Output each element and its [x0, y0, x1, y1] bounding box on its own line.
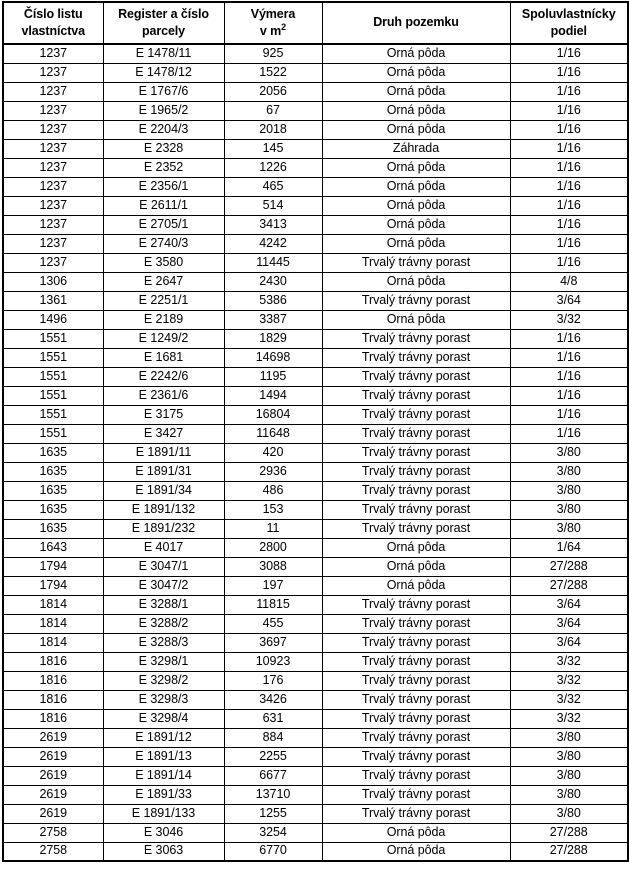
cell-lv: 2758	[3, 842, 103, 861]
cell-share: 1/16	[510, 386, 628, 405]
cell-share: 1/16	[510, 120, 628, 139]
cell-share: 4/8	[510, 272, 628, 291]
cell-kind: Trvalý trávny porast	[322, 405, 510, 424]
cell-kind: Orná pôda	[322, 196, 510, 215]
cell-kind: Orná pôda	[322, 63, 510, 82]
cell-parcel: E 1891/14	[103, 766, 224, 785]
cell-kind: Orná pôda	[322, 272, 510, 291]
cell-lv: 1635	[3, 481, 103, 500]
cell-lv: 1361	[3, 291, 103, 310]
cell-area: 197	[224, 576, 322, 595]
cell-parcel: E 3298/4	[103, 709, 224, 728]
table-row	[3, 804, 628, 823]
cell-parcel: E 1965/2	[103, 101, 224, 120]
cell-parcel: E 3288/1	[103, 595, 224, 614]
column-header-parcel	[103, 2, 224, 44]
table-row	[3, 424, 628, 443]
cell-parcel: E 4017	[103, 538, 224, 557]
cell-kind: Trvalý trávny porast	[322, 690, 510, 709]
table-row	[3, 329, 628, 348]
cell-share: 27/288	[510, 842, 628, 861]
cell-area: 11	[224, 519, 322, 538]
table-row	[3, 690, 628, 709]
cell-parcel: E 1767/6	[103, 82, 224, 101]
table-body	[3, 44, 628, 861]
cell-lv: 1814	[3, 633, 103, 652]
table-row	[3, 766, 628, 785]
table-row	[3, 386, 628, 405]
cell-area: 4242	[224, 234, 322, 253]
cell-share: 3/80	[510, 443, 628, 462]
cell-lv: 1635	[3, 462, 103, 481]
table-row	[3, 728, 628, 747]
cell-area: 6677	[224, 766, 322, 785]
cell-share: 3/64	[510, 614, 628, 633]
cell-lv: 1237	[3, 120, 103, 139]
cell-kind: Orná pôda	[322, 557, 510, 576]
table-row	[3, 595, 628, 614]
cell-lv: 1237	[3, 196, 103, 215]
cell-kind: Orná pôda	[322, 82, 510, 101]
cell-area: 465	[224, 177, 322, 196]
cell-parcel: E 1891/34	[103, 481, 224, 500]
cell-kind: Trvalý trávny porast	[322, 253, 510, 272]
cell-lv: 1237	[3, 158, 103, 177]
cell-area: 3697	[224, 633, 322, 652]
cell-area: 16804	[224, 405, 322, 424]
cell-share: 1/16	[510, 101, 628, 120]
cell-share: 1/16	[510, 196, 628, 215]
cell-lv: 1635	[3, 443, 103, 462]
cell-share: 3/80	[510, 785, 628, 804]
cell-area: 6770	[224, 842, 322, 861]
cell-parcel: E 1478/12	[103, 63, 224, 82]
cell-kind: Trvalý trávny porast	[322, 386, 510, 405]
cell-lv: 1237	[3, 139, 103, 158]
cell-lv: 1816	[3, 671, 103, 690]
cell-lv: 1496	[3, 310, 103, 329]
cell-kind: Orná pôda	[322, 234, 510, 253]
column-header-area-line2	[227, 23, 320, 40]
cell-kind: Orná pôda	[322, 101, 510, 120]
cell-lv: 2619	[3, 785, 103, 804]
cell-area: 2430	[224, 272, 322, 291]
table-row	[3, 348, 628, 367]
cell-lv: 1237	[3, 63, 103, 82]
cell-lv: 1306	[3, 272, 103, 291]
table-row	[3, 44, 628, 63]
cell-share: 1/16	[510, 63, 628, 82]
cell-parcel: E 3288/2	[103, 614, 224, 633]
cell-kind: Trvalý trávny porast	[322, 804, 510, 823]
cell-lv: 1816	[3, 690, 103, 709]
cell-parcel: E 2611/1	[103, 196, 224, 215]
cell-share: 1/16	[510, 215, 628, 234]
cell-share: 1/16	[510, 329, 628, 348]
cell-parcel: E 3298/3	[103, 690, 224, 709]
table-row	[3, 196, 628, 215]
table-row	[3, 139, 628, 158]
cell-parcel: E 1249/2	[103, 329, 224, 348]
cell-parcel: E 2361/6	[103, 386, 224, 405]
cell-lv: 1816	[3, 652, 103, 671]
cell-parcel: E 1891/31	[103, 462, 224, 481]
cell-parcel: E 3298/1	[103, 652, 224, 671]
cell-kind: Trvalý trávny porast	[322, 367, 510, 386]
cell-parcel: E 3047/2	[103, 576, 224, 595]
header-row	[3, 2, 628, 44]
cell-parcel: E 3580	[103, 253, 224, 272]
cell-share: 3/64	[510, 291, 628, 310]
cell-parcel: E 2356/1	[103, 177, 224, 196]
cell-parcel: E 2352	[103, 158, 224, 177]
table-row	[3, 272, 628, 291]
cell-lv: 1551	[3, 329, 103, 348]
cell-parcel: E 3175	[103, 405, 224, 424]
table-row	[3, 253, 628, 272]
cell-share: 27/288	[510, 557, 628, 576]
cell-kind: Orná pôda	[322, 120, 510, 139]
cell-area: 11445	[224, 253, 322, 272]
cell-share: 27/288	[510, 576, 628, 595]
cell-parcel: E 3288/3	[103, 633, 224, 652]
cell-share: 1/64	[510, 538, 628, 557]
table-row	[3, 310, 628, 329]
table-row	[3, 443, 628, 462]
cell-area: 10923	[224, 652, 322, 671]
cell-kind: Trvalý trávny porast	[322, 633, 510, 652]
cell-share: 3/32	[510, 652, 628, 671]
column-header-kind-line1: Druh pozemku	[373, 15, 459, 30]
cell-area: 5386	[224, 291, 322, 310]
parcel-table	[2, 1, 629, 862]
cell-area: 925	[224, 44, 322, 63]
table-row	[3, 671, 628, 690]
cell-kind: Orná pôda	[322, 310, 510, 329]
cell-parcel: E 1891/11	[103, 443, 224, 462]
column-header-area-line1: Výmera	[250, 7, 296, 21]
column-header-lv	[3, 2, 103, 44]
cell-kind: Trvalý trávny porast	[322, 652, 510, 671]
cell-lv: 2619	[3, 766, 103, 785]
table-row	[3, 63, 628, 82]
column-header-area	[224, 2, 322, 44]
cell-lv: 1237	[3, 253, 103, 272]
cell-kind: Trvalý trávny porast	[322, 785, 510, 804]
cell-kind: Trvalý trávny porast	[322, 728, 510, 747]
cell-kind: Trvalý trávny porast	[322, 614, 510, 633]
table-row	[3, 120, 628, 139]
cell-kind: Trvalý trávny porast	[322, 348, 510, 367]
cell-area: 420	[224, 443, 322, 462]
cell-lv: 1237	[3, 101, 103, 120]
table-row	[3, 557, 628, 576]
cell-area: 486	[224, 481, 322, 500]
column-header-parcel-line2: parcely	[141, 23, 186, 38]
cell-kind: Trvalý trávny porast	[322, 462, 510, 481]
table-row	[3, 177, 628, 196]
cell-lv: 1635	[3, 519, 103, 538]
table-row	[3, 462, 628, 481]
cell-share: 3/32	[510, 671, 628, 690]
cell-parcel: E 2189	[103, 310, 224, 329]
cell-lv: 1551	[3, 405, 103, 424]
cell-share: 3/80	[510, 481, 628, 500]
table-row	[3, 652, 628, 671]
cell-kind: Orná pôda	[322, 177, 510, 196]
column-header-area-superscript: 2	[281, 21, 287, 32]
cell-area: 3413	[224, 215, 322, 234]
cell-kind: Orná pôda	[322, 44, 510, 63]
table-row	[3, 158, 628, 177]
cell-share: 3/32	[510, 310, 628, 329]
cell-kind: Trvalý trávny porast	[322, 443, 510, 462]
cell-lv: 1814	[3, 614, 103, 633]
cell-area: 1255	[224, 804, 322, 823]
cell-lv: 1237	[3, 215, 103, 234]
cell-parcel: E 2647	[103, 272, 224, 291]
table-row	[3, 291, 628, 310]
cell-parcel: E 1891/133	[103, 804, 224, 823]
table-row	[3, 481, 628, 500]
table-row	[3, 367, 628, 386]
cell-area: 145	[224, 139, 322, 158]
cell-parcel: E 1891/12	[103, 728, 224, 747]
cell-kind: Záhrada	[322, 139, 510, 158]
cell-parcel: E 2242/6	[103, 367, 224, 386]
column-header-kind	[322, 2, 510, 44]
cell-share: 3/32	[510, 709, 628, 728]
cell-area: 13710	[224, 785, 322, 804]
cell-share: 3/80	[510, 500, 628, 519]
table-row	[3, 405, 628, 424]
cell-parcel: E 1478/11	[103, 44, 224, 63]
cell-share: 3/32	[510, 690, 628, 709]
cell-share: 1/16	[510, 405, 628, 424]
cell-area: 11648	[224, 424, 322, 443]
cell-kind: Trvalý trávny porast	[322, 766, 510, 785]
table-row	[3, 519, 628, 538]
cell-kind: Orná pôda	[322, 215, 510, 234]
cell-area: 2800	[224, 538, 322, 557]
cell-parcel: E 3047/1	[103, 557, 224, 576]
cell-area: 3426	[224, 690, 322, 709]
cell-kind: Trvalý trávny porast	[322, 481, 510, 500]
table-row	[3, 823, 628, 842]
cell-share: 1/16	[510, 139, 628, 158]
table-row	[3, 500, 628, 519]
cell-kind: Trvalý trávny porast	[322, 519, 510, 538]
cell-parcel: E 1891/132	[103, 500, 224, 519]
table-row	[3, 215, 628, 234]
cell-lv: 2758	[3, 823, 103, 842]
cell-kind: Trvalý trávny porast	[322, 671, 510, 690]
table-row	[3, 538, 628, 557]
cell-parcel: E 3046	[103, 823, 224, 842]
cell-share: 1/16	[510, 177, 628, 196]
cell-area: 1494	[224, 386, 322, 405]
cell-area: 176	[224, 671, 322, 690]
cell-kind: Trvalý trávny porast	[322, 329, 510, 348]
cell-lv: 1794	[3, 557, 103, 576]
cell-share: 3/80	[510, 462, 628, 481]
cell-lv: 1237	[3, 234, 103, 253]
cell-parcel: E 2740/3	[103, 234, 224, 253]
cell-kind: Orná pôda	[322, 823, 510, 842]
cell-kind: Trvalý trávny porast	[322, 747, 510, 766]
table-row	[3, 747, 628, 766]
table-header	[3, 2, 628, 44]
cell-share: 3/80	[510, 519, 628, 538]
cell-parcel: E 3298/2	[103, 671, 224, 690]
column-header-lv-line1: Číslo listu	[23, 7, 83, 21]
cell-lv: 1237	[3, 177, 103, 196]
cell-lv: 2619	[3, 747, 103, 766]
cell-share: 3/80	[510, 804, 628, 823]
table-row	[3, 576, 628, 595]
cell-area: 153	[224, 500, 322, 519]
cell-area: 67	[224, 101, 322, 120]
cell-parcel: E 2251/1	[103, 291, 224, 310]
cell-area: 1195	[224, 367, 322, 386]
column-header-parcel-line1: Register a číslo	[118, 7, 209, 21]
cell-area: 455	[224, 614, 322, 633]
cell-area: 2936	[224, 462, 322, 481]
cell-lv: 2619	[3, 804, 103, 823]
cell-parcel: E 1891/33	[103, 785, 224, 804]
cell-lv: 1816	[3, 709, 103, 728]
cell-parcel: E 3427	[103, 424, 224, 443]
cell-area: 1829	[224, 329, 322, 348]
cell-lv: 1814	[3, 595, 103, 614]
column-header-share-line1: Spoluvlastnícky	[521, 7, 616, 21]
cell-share: 27/288	[510, 823, 628, 842]
cell-lv: 1635	[3, 500, 103, 519]
table-row	[3, 709, 628, 728]
table-row	[3, 234, 628, 253]
table-row	[3, 785, 628, 804]
cell-share: 1/16	[510, 82, 628, 101]
cell-lv: 1551	[3, 424, 103, 443]
cell-kind: Orná pôda	[322, 538, 510, 557]
cell-area: 14698	[224, 348, 322, 367]
cell-share: 1/16	[510, 253, 628, 272]
cell-parcel: E 2204/3	[103, 120, 224, 139]
cell-share: 3/80	[510, 728, 628, 747]
cell-kind: Trvalý trávny porast	[322, 500, 510, 519]
cell-area: 884	[224, 728, 322, 747]
cell-lv: 1237	[3, 82, 103, 101]
cell-parcel: E 1891/232	[103, 519, 224, 538]
cell-lv: 1794	[3, 576, 103, 595]
cell-area: 2255	[224, 747, 322, 766]
cell-lv: 1551	[3, 386, 103, 405]
cell-share: 3/64	[510, 633, 628, 652]
cell-parcel: E 2328	[103, 139, 224, 158]
table-row	[3, 614, 628, 633]
cell-share: 1/16	[510, 158, 628, 177]
cell-share: 1/16	[510, 348, 628, 367]
cell-kind: Trvalý trávny porast	[322, 595, 510, 614]
cell-area: 1226	[224, 158, 322, 177]
cell-kind: Trvalý trávny porast	[322, 291, 510, 310]
cell-area: 3088	[224, 557, 322, 576]
column-header-area-unit: v m	[259, 23, 282, 38]
cell-lv: 1643	[3, 538, 103, 557]
cell-area: 3254	[224, 823, 322, 842]
table-row	[3, 633, 628, 652]
cell-lv: 1237	[3, 44, 103, 63]
cell-area: 1522	[224, 63, 322, 82]
cell-parcel: E 1681	[103, 348, 224, 367]
cell-parcel: E 2705/1	[103, 215, 224, 234]
cell-parcel: E 3063	[103, 842, 224, 861]
cell-share: 3/80	[510, 747, 628, 766]
cell-area: 2056	[224, 82, 322, 101]
cell-lv: 1551	[3, 348, 103, 367]
cell-kind: Orná pôda	[322, 158, 510, 177]
cell-area: 631	[224, 709, 322, 728]
cell-area: 3387	[224, 310, 322, 329]
cell-share: 1/16	[510, 234, 628, 253]
cell-area: 514	[224, 196, 322, 215]
cell-share: 1/16	[510, 424, 628, 443]
column-header-lv-line2: vlastníctva	[21, 23, 86, 38]
cell-lv: 1551	[3, 367, 103, 386]
table-row	[3, 842, 628, 861]
column-header-share-line2: podiel	[550, 23, 587, 38]
cell-kind: Trvalý trávny porast	[322, 424, 510, 443]
cell-share: 3/64	[510, 595, 628, 614]
cell-area: 11815	[224, 595, 322, 614]
cell-share: 3/80	[510, 766, 628, 785]
cell-area: 2018	[224, 120, 322, 139]
cell-lv: 2619	[3, 728, 103, 747]
cell-kind: Trvalý trávny porast	[322, 709, 510, 728]
cell-kind: Orná pôda	[322, 576, 510, 595]
cell-share: 1/16	[510, 367, 628, 386]
table-row	[3, 101, 628, 120]
table-row	[3, 82, 628, 101]
cell-kind: Orná pôda	[322, 842, 510, 861]
cell-parcel: E 1891/13	[103, 747, 224, 766]
cell-share: 1/16	[510, 44, 628, 63]
column-header-share	[510, 2, 628, 44]
